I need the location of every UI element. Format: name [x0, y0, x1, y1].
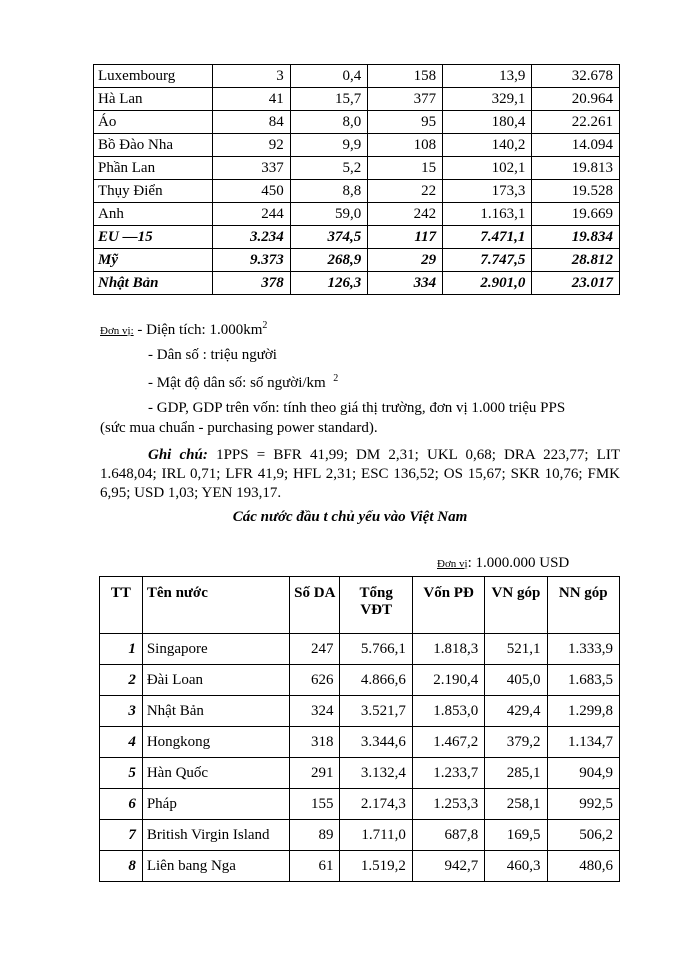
- unit-density: - Mật độ dân số: số người/km: [148, 375, 326, 391]
- value-cell: 258,1: [485, 789, 547, 820]
- country-name-cell: British Virgin Island: [142, 820, 289, 851]
- value-cell: 3.234: [213, 226, 290, 249]
- value-cell: 291: [290, 758, 340, 789]
- value-cell: 9,9: [290, 134, 367, 157]
- table-row: [100, 758, 620, 789]
- value-cell: 28.812: [532, 249, 620, 272]
- country-stats-table: [93, 64, 620, 295]
- unit-density-line: [148, 373, 338, 392]
- value-cell: 521,1: [485, 634, 547, 665]
- country-name-cell: Đài Loan: [142, 665, 289, 696]
- table-row: [94, 180, 620, 203]
- value-cell: 1.818,3: [412, 634, 484, 665]
- value-cell: 378: [213, 272, 290, 295]
- table-row: [100, 727, 620, 758]
- table-row: [94, 203, 620, 226]
- table-row: [100, 696, 620, 727]
- country-name-cell: Bồ Đào Nha: [94, 134, 213, 157]
- value-cell: 247: [290, 634, 340, 665]
- column-header: Tên nước: [142, 577, 289, 634]
- table-row: [100, 789, 620, 820]
- note-label: Ghi chú:: [148, 447, 208, 463]
- value-cell: 3: [213, 65, 290, 88]
- value-cell: 460,3: [485, 851, 547, 882]
- value-cell: 22.261: [532, 111, 620, 134]
- value-cell: 942,7: [412, 851, 484, 882]
- value-cell: 8,0: [290, 111, 367, 134]
- value-cell: 108: [368, 134, 443, 157]
- value-cell: 329,1: [443, 88, 532, 111]
- value-cell: 19.669: [532, 203, 620, 226]
- country-name-cell: Nhật Bản: [94, 272, 213, 295]
- unit-label: Đơn vị:: [100, 325, 134, 337]
- value-cell: 377: [368, 88, 443, 111]
- column-header: TT: [100, 577, 143, 634]
- value-cell: 480,6: [547, 851, 619, 882]
- value-cell: 992,5: [547, 789, 619, 820]
- value-cell: 242: [368, 203, 443, 226]
- value-cell: 405,0: [485, 665, 547, 696]
- value-cell: 337: [213, 157, 290, 180]
- value-cell: 180,4: [443, 111, 532, 134]
- value-cell: 379,2: [485, 727, 547, 758]
- rank-cell: 5: [100, 758, 143, 789]
- column-header: NN góp: [547, 577, 619, 634]
- value-cell: 8,8: [290, 180, 367, 203]
- unit-area-sup: 2: [262, 320, 268, 331]
- table-row: [94, 157, 620, 180]
- value-cell: 7.471,1: [443, 226, 532, 249]
- value-cell: 2.174,3: [340, 789, 412, 820]
- value-cell: 29: [368, 249, 443, 272]
- table-row: [94, 226, 620, 249]
- unit2-label: Đơn vị: [437, 558, 468, 570]
- unit2-line: [437, 555, 569, 572]
- column-header: Số DA: [290, 577, 340, 634]
- rank-cell: 6: [100, 789, 143, 820]
- value-cell: 904,9: [547, 758, 619, 789]
- value-cell: 92: [213, 134, 290, 157]
- unit-gdp-cont: (sức mua chuẩn - purchasing power standard).: [100, 420, 378, 436]
- value-cell: 173,3: [443, 180, 532, 203]
- value-cell: 506,2: [547, 820, 619, 851]
- value-cell: 1.299,8: [547, 696, 619, 727]
- rank-cell: 4: [100, 727, 143, 758]
- value-cell: 3.132,4: [340, 758, 412, 789]
- value-cell: 1.467,2: [412, 727, 484, 758]
- value-cell: 84: [213, 111, 290, 134]
- value-cell: 15,7: [290, 88, 367, 111]
- note-text: 1PPS = BFR 41,99; DM 2,31; UKL 0,68; DRA 223,77; LIT 1.648,04; IRL 0,71; LFR 41,9; HFL 2,31; ESC 136,52; OS 15,67; SKR 10,76; FMK 6,95; USD 1,03; YEN 193,17.: [100, 447, 620, 501]
- table-row: [94, 134, 620, 157]
- investor-countries-table: [99, 576, 620, 882]
- value-cell: 59,0: [290, 203, 367, 226]
- unit-density-sup: 2: [333, 373, 339, 384]
- country-name-cell: Liên bang Nga: [142, 851, 289, 882]
- exchange-note: [100, 446, 620, 503]
- value-cell: 41: [213, 88, 290, 111]
- table-row: [100, 820, 620, 851]
- value-cell: 14.094: [532, 134, 620, 157]
- value-cell: 32.678: [532, 65, 620, 88]
- value-cell: 318: [290, 727, 340, 758]
- value-cell: 268,9: [290, 249, 367, 272]
- value-cell: 1.163,1: [443, 203, 532, 226]
- column-header: VN góp: [485, 577, 547, 634]
- rank-cell: 1: [100, 634, 143, 665]
- value-cell: 126,3: [290, 272, 367, 295]
- value-cell: 7.747,5: [443, 249, 532, 272]
- value-cell: 4.866,6: [340, 665, 412, 696]
- rank-cell: 8: [100, 851, 143, 882]
- value-cell: 89: [290, 820, 340, 851]
- value-cell: 5,2: [290, 157, 367, 180]
- table-row: [100, 665, 620, 696]
- unit2-value: : 1.000.000 USD: [467, 555, 570, 571]
- value-cell: 1.134,7: [547, 727, 619, 758]
- value-cell: 1.853,0: [412, 696, 484, 727]
- value-cell: 3.344,6: [340, 727, 412, 758]
- value-cell: 19.528: [532, 180, 620, 203]
- value-cell: 1.233,7: [412, 758, 484, 789]
- value-cell: 285,1: [485, 758, 547, 789]
- value-cell: 450: [213, 180, 290, 203]
- value-cell: 102,1: [443, 157, 532, 180]
- country-name-cell: Hàn Quốc: [142, 758, 289, 789]
- value-cell: 3.521,7: [340, 696, 412, 727]
- table-row: [94, 65, 620, 88]
- value-cell: 158: [368, 65, 443, 88]
- table-row: [94, 88, 620, 111]
- value-cell: 15: [368, 157, 443, 180]
- table-row: [94, 272, 620, 295]
- value-cell: 5.766,1: [340, 634, 412, 665]
- country-name-cell: Hà Lan: [94, 88, 213, 111]
- column-header: Vốn PĐ: [412, 577, 484, 634]
- section-title: Các nước đầu t chủ yếu vào Việt Nam: [232, 509, 468, 525]
- value-cell: 19.834: [532, 226, 620, 249]
- country-name-cell: Pháp: [142, 789, 289, 820]
- rank-cell: 2: [100, 665, 143, 696]
- value-cell: 22: [368, 180, 443, 203]
- value-cell: 20.964: [532, 88, 620, 111]
- rank-cell: 3: [100, 696, 143, 727]
- country-name-cell: Singapore: [142, 634, 289, 665]
- rank-cell: 7: [100, 820, 143, 851]
- value-cell: 334: [368, 272, 443, 295]
- value-cell: 140,2: [443, 134, 532, 157]
- value-cell: 2.901,0: [443, 272, 532, 295]
- unit-gdp: - GDP, GDP trên vốn: tính theo giá thị trường, đơn vị 1.000 triệu PPS: [148, 400, 566, 416]
- value-cell: 19.813: [532, 157, 620, 180]
- value-cell: 1.519,2: [340, 851, 412, 882]
- value-cell: 1.683,5: [547, 665, 619, 696]
- value-cell: 1.253,3: [412, 789, 484, 820]
- country-name-cell: Luxembourg: [94, 65, 213, 88]
- value-cell: 324: [290, 696, 340, 727]
- unit-area-line: [100, 320, 267, 339]
- country-name-cell: EU —15: [94, 226, 213, 249]
- value-cell: 626: [290, 665, 340, 696]
- table-row: [100, 634, 620, 665]
- value-cell: 374,5: [290, 226, 367, 249]
- country-name-cell: Hongkong: [142, 727, 289, 758]
- value-cell: 244: [213, 203, 290, 226]
- country-name-cell: Áo: [94, 111, 213, 134]
- country-name-cell: Phần Lan: [94, 157, 213, 180]
- value-cell: 1.711,0: [340, 820, 412, 851]
- value-cell: 13,9: [443, 65, 532, 88]
- value-cell: 9.373: [213, 249, 290, 272]
- country-name-cell: Nhật Bản: [142, 696, 289, 727]
- value-cell: 155: [290, 789, 340, 820]
- table-row: [100, 851, 620, 882]
- value-cell: 0,4: [290, 65, 367, 88]
- value-cell: 95: [368, 111, 443, 134]
- value-cell: 429,4: [485, 696, 547, 727]
- unit-area: - Diện tích: 1.000km: [137, 322, 263, 338]
- value-cell: 23.017: [532, 272, 620, 295]
- value-cell: 169,5: [485, 820, 547, 851]
- value-cell: 61: [290, 851, 340, 882]
- unit-population: - Dân số : triệu người: [148, 347, 277, 363]
- value-cell: 2.190,4: [412, 665, 484, 696]
- value-cell: 687,8: [412, 820, 484, 851]
- country-name-cell: Mỹ: [94, 249, 213, 272]
- country-name-cell: Thụy Điển: [94, 180, 213, 203]
- table-row: [94, 111, 620, 134]
- table-row: [94, 249, 620, 272]
- country-name-cell: Anh: [94, 203, 213, 226]
- value-cell: 117: [368, 226, 443, 249]
- value-cell: 1.333,9: [547, 634, 619, 665]
- column-header: Tổng VĐT: [340, 577, 412, 634]
